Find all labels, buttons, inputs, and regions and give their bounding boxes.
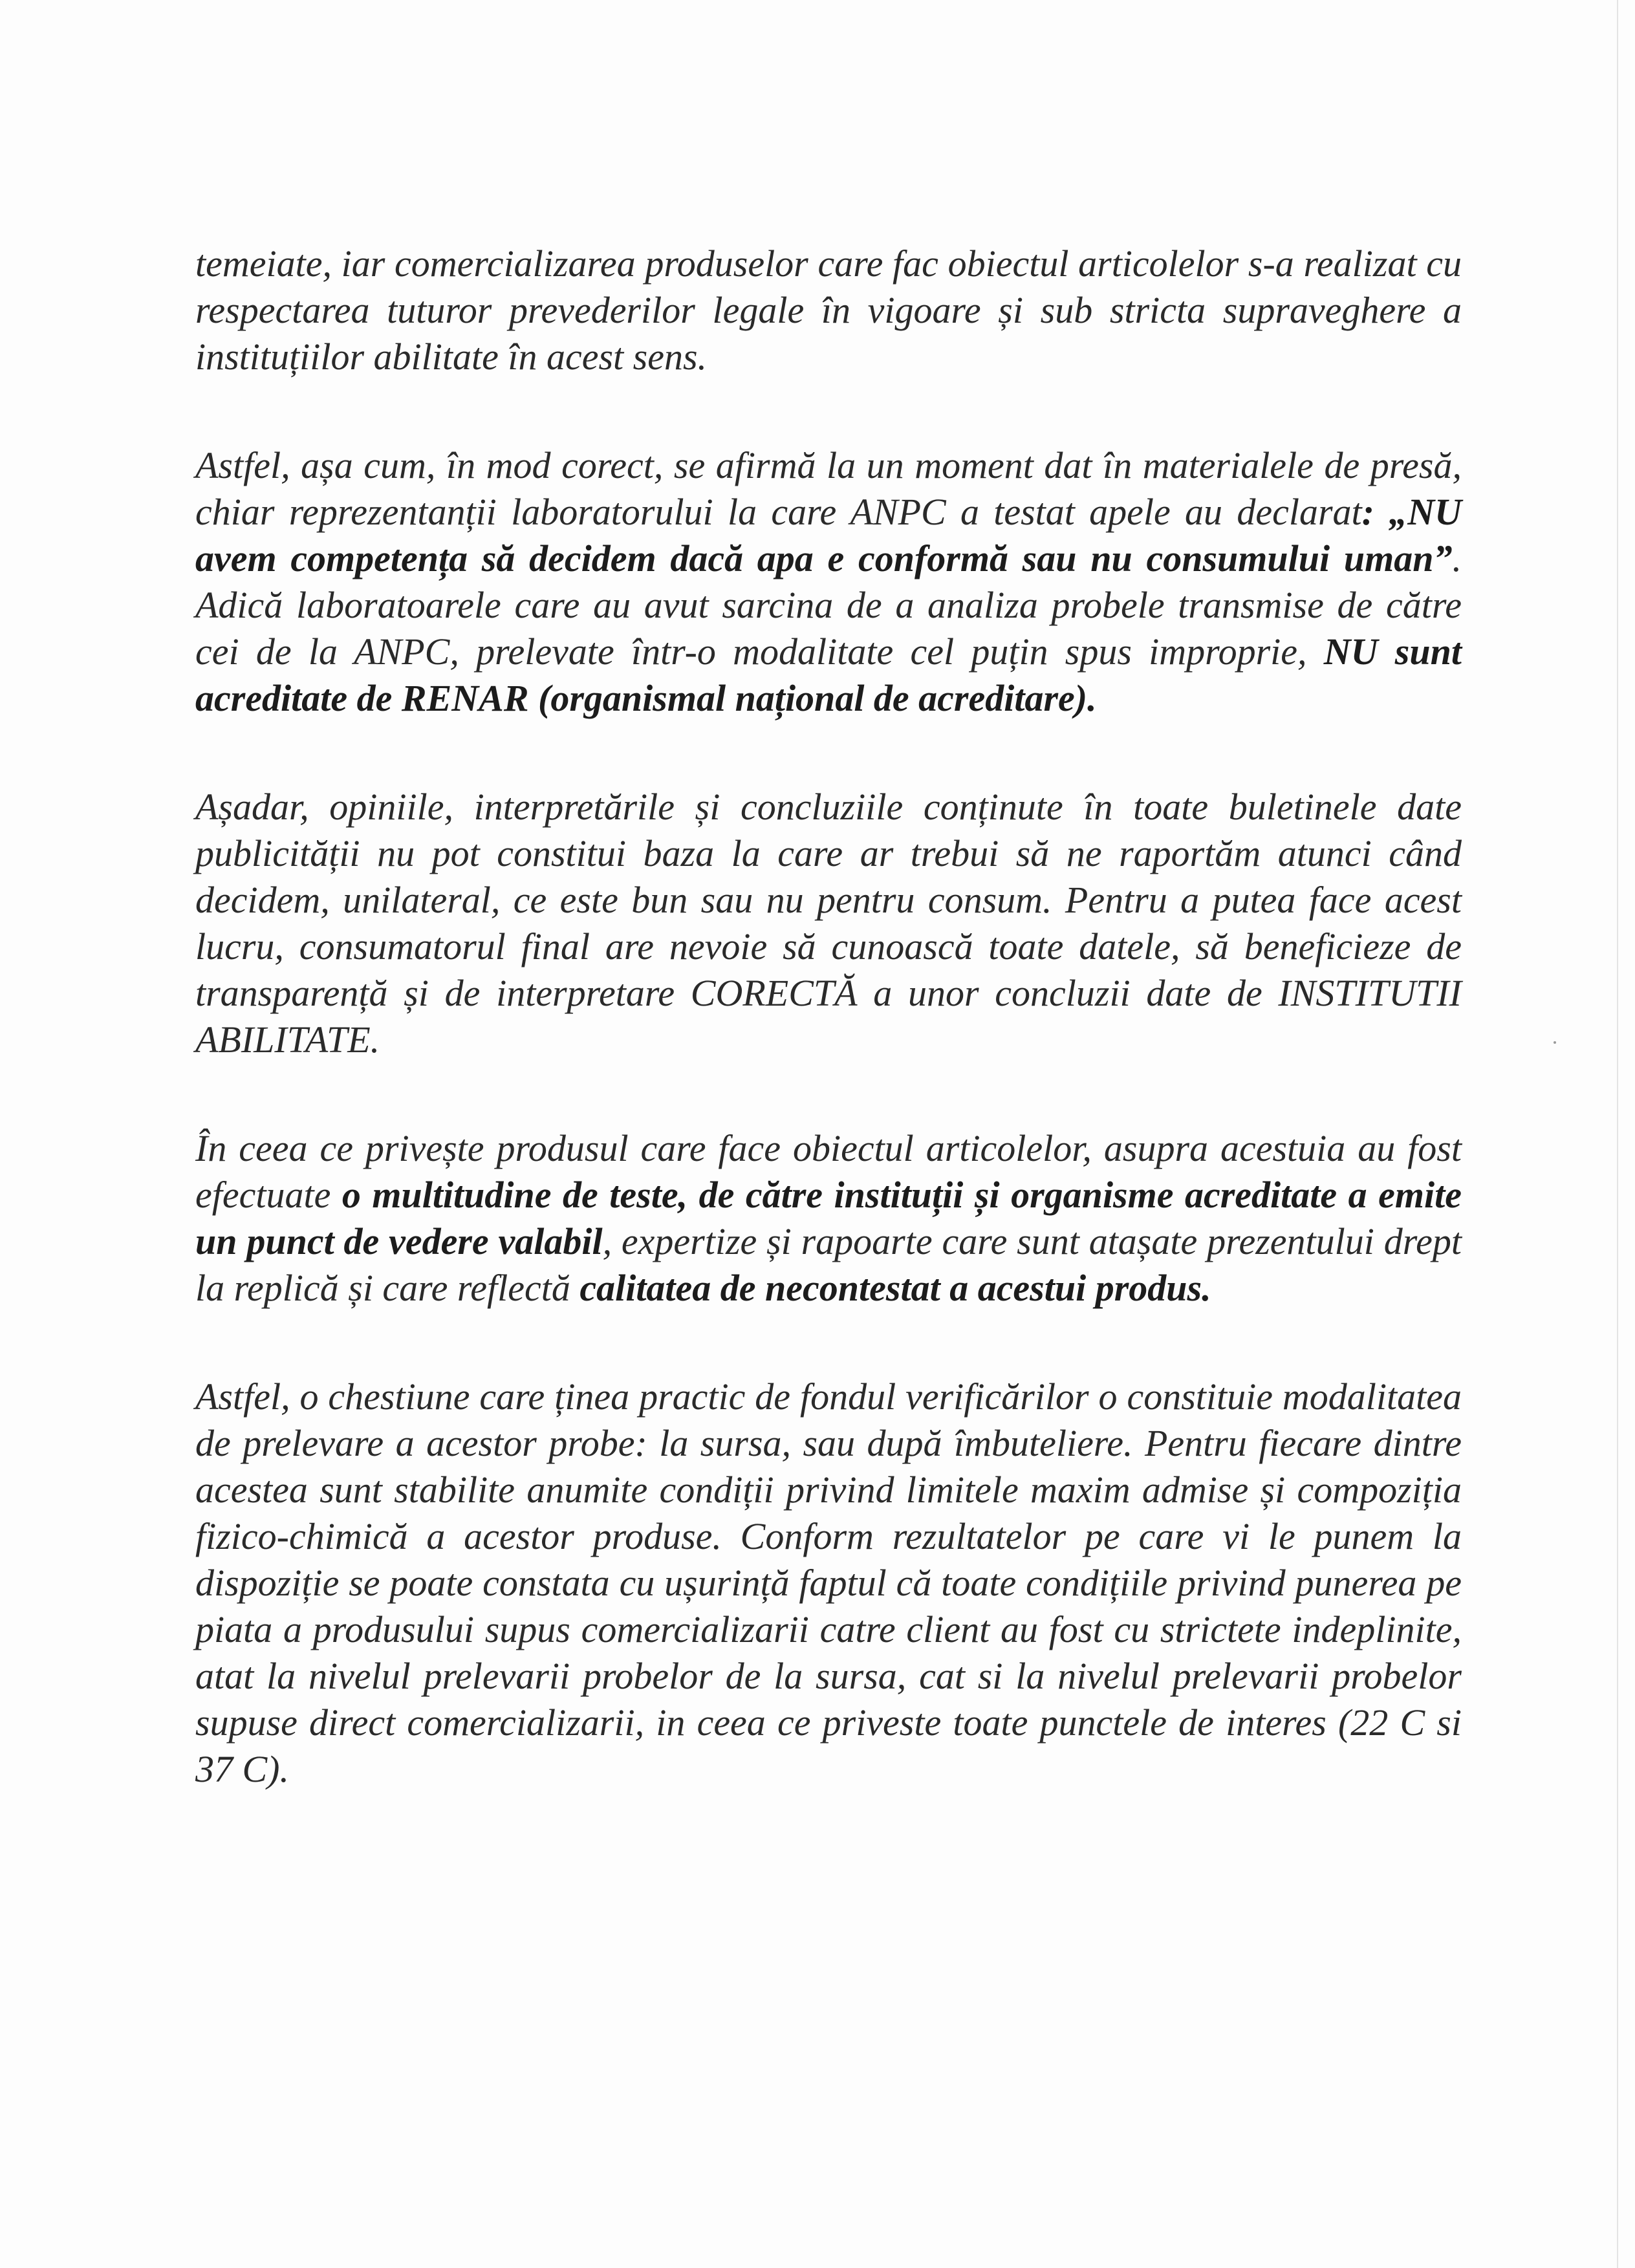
text-run: . Adică laboratoarele care au avut sarcina de a analiza probele transmise de către cei de la ANPC, prelevate într-o modalitate cel puțin spus improprie, xyxy=(195,537,1462,673)
bold-tests-statement: o multitudine de teste, de către instituții și organisme acreditate a emite un punct de vedere valabil xyxy=(195,1174,1462,1262)
paragraph-2 xyxy=(195,442,1462,722)
scan-speck xyxy=(1554,1041,1556,1044)
paragraph-4 xyxy=(195,1125,1462,1312)
text-run: Așadar, opiniile, interpretările și concluziile conținute în toate buletinele date publicității nu pot constitui baza la care ar trebui să ne raportăm atunci când decidem, unilateral, ce este bun sau nu pentru consum. Pentru a putea face acest lucru, consumatorul final are nevoie să cunoască toate datele, să beneficieze de transparență și de interpretare CORECTĂ a unor concluzii date de INSTITUTII ABILITATE. xyxy=(195,786,1462,1061)
scan-edge-line xyxy=(1617,0,1618,2268)
paragraph-1 xyxy=(195,241,1462,380)
body-text xyxy=(195,241,1462,1793)
bold-quote: : „NU avem competența să decidem dacă apa e conformă sau nu consumului uman” xyxy=(195,491,1462,579)
text-run: Astfel, așa cum, în mod corect, se afirmă la un moment dat în materialele de presă, chiar reprezentanții laboratorului la care ANPC a testat apele au declarat xyxy=(195,444,1462,533)
bold-quality-statement: calitatea de necontestat a acestui produs. xyxy=(579,1267,1211,1309)
paragraph-5 xyxy=(195,1374,1462,1793)
text-run: , expertize și rapoarte care sunt atașate prezentului drept la replică și care reflectă xyxy=(195,1220,1462,1309)
bold-renar-statement: NU sunt acreditate de RENAR (organismal național de acreditare). xyxy=(195,631,1462,719)
text-run: temeiate, iar comercializarea produselor care fac obiectul articolelor s-a realizat cu respectarea tuturor prevederilor legale în vigoare și sub stricta supraveghere a instituțiilor abilitate în acest sens. xyxy=(195,243,1462,378)
paragraph-3 xyxy=(195,784,1462,1063)
text-run: În ceea ce privește produsul care face obiectul articolelor, asupra acestuia au fost efectuate xyxy=(195,1127,1462,1216)
text-run: Astfel, o chestiune care ținea practic de fondul verificărilor o constituie modalitatea de prelevare a acestor probe: la sursa, sau după îmbuteliere. Pentru fiecare dintre acestea sunt stabilite anumite condiții privind limitele maxim admise și compoziția fizico-chimică a acestor produse. Conform rezultatelor pe care vi le punem la dispoziție se poate constata cu ușurință faptul că toate condițiile privind punerea pe piata a produsului supus comercializarii catre client au fost cu strictete indeplinite, atat la nivelul prelevarii probelor de la sursa, cat si la nivelul prelevarii probelor supuse direct comercializarii, in ceea ce priveste toate punctele de interes (22 C si 37 C). xyxy=(195,1376,1462,1790)
